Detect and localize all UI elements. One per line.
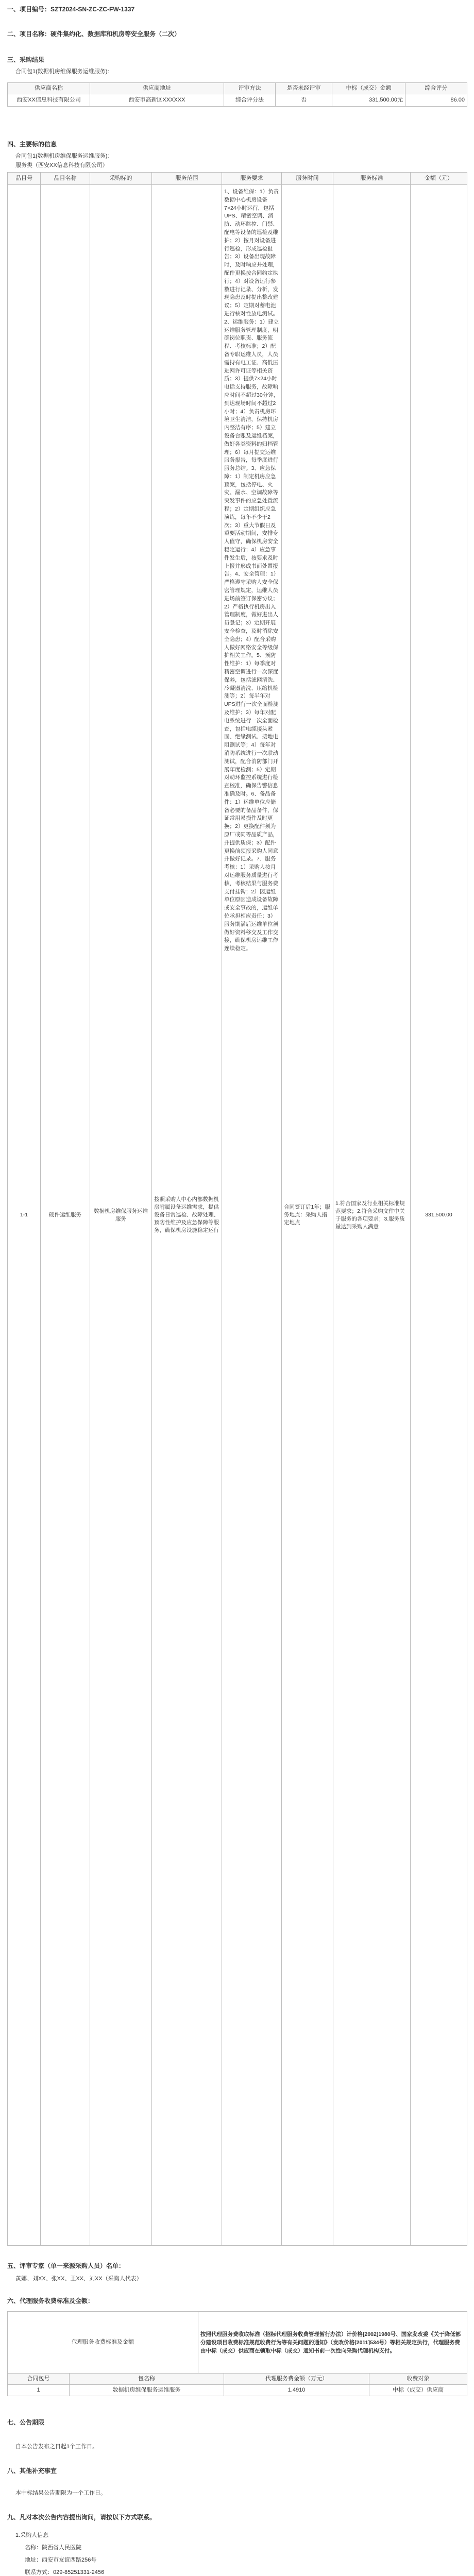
col-package-name: 包名称 (70, 2374, 224, 2385)
section-experts: 五、评审专家（单一来源采购人员）名单： (7, 2262, 125, 2269)
fee-standard-label: 代理服务收费标准及金额 (8, 2312, 198, 2374)
col-package-no: 合同包号 (8, 2374, 70, 2385)
table-row (8, 2312, 467, 2374)
package-name: 数据机房维保服务运维服务 (70, 2385, 224, 2396)
col-service-time: 服务时间 (282, 173, 333, 185)
col-amount: 金额（元） (411, 173, 467, 185)
fee-standard-desc: 按照代理服务费收取标准（招标代理服务收费管理暂行办法）计价格[2002]1980号、国家发改委《关于降低部分建设项目收费标准规范收费行为等有关问题的通知》（发改价格[2011]534号）等相关规定执行，代理服务费由中标（成交）供应商在领取中标（成交）通知书前一次性向采购代理机构支付。 (198, 2312, 467, 2374)
service-time: 合同签订后1年；服务地点：采购人指定地点 (282, 185, 333, 2246)
experts-list: 黄娜、刘XX、张XX、王XX、刘XX（采购人代表） (15, 2276, 142, 2282)
section-procurement-result: 三、采购结果 (7, 56, 45, 63)
col-item-category: 品目名称 (41, 173, 90, 185)
package-no: 1 (8, 2385, 70, 2396)
contact-block (15, 2532, 134, 2576)
purchaser-phone: 联系方式：029-85251331-2456 (25, 2569, 105, 2575)
result-package-subtitle: 合同包1(数据机房维保服务运维服务): (15, 69, 109, 75)
section-notice-period: 七、公告期限 (7, 2419, 45, 2426)
col-fee-payer: 收费对象 (369, 2374, 467, 2385)
purchaser-address: 地址：西安市友谊西路256号 (25, 2556, 97, 2563)
col-service-standard: 服务标准 (333, 173, 411, 185)
section-contact: 九、凡对本次公告内容提出询问，请按以下方式联系。 (7, 2514, 156, 2521)
notice-period-text: 自本公告发布之日起1个工作日。 (15, 2444, 98, 2450)
items-package-subtitle: 合同包1(数据机房维保服务运维服务): (15, 153, 109, 159)
service-requirements: 1、设备维保：1）负责数据中心机房设备7×24小时运行，包括UPS、精密空调、消防、动环监控、门禁、配电等设备的巡检及维护；2）按月对设备进行巡检，形成巡检报告；3）设备出现故障时，及时响应并处理，配件更换按合同约定执行；4）对设备运行参数进行记录、分析，发现隐患及时提出整改建议；5）定期对蓄电池进行核对性放电测试。2、运维服务：1）建立运维服务管理制度，明确岗位职责、服务流程、考核标准；2）配备专职运维人员，人员需持有电工证、高低压进网许可证等相关资质；3）提供7×24小时电话支持服务，故障响应时间不超过30分钟，到达现场时间不超过2小时；4）负责机房环境卫生清洁，保持机房内整洁有序；5）建立设备台账及运维档案，做好各类资料的归档管理；6）每月提交运维服务报告，每季度进行服务总结。3、应急保障：1）制定机房应急预案，包括停电、火灾、漏水、空调故障等突发事件的应急处置流程；2）定期组织应急演练，每年不少于2次；3）重大节假日及重要活动期间，安排专人值守，确保机房安全稳定运行；4）应急事件发生后，按要求及时上报并形成书面处置报告。4、安全管理：1）严格遵守采购人安全保密管理规定，运维人员进场前签订保密协议；2）严格执行机房出入管理制度，做好进出人员登记；3）定期开展安全检查，及时消除安全隐患；4）配合采购人做好网络安全等级保护相关工作。5、预防性维护：1）每季度对精密空调进行一次深度保养，包括滤网清洗、冷凝器清洗、压缩机检测等；2）每半年对UPS进行一次全面检测及维护；3）每年对配电系统进行一次全面检查，包括电缆接头紧固、绝缘测试、接地电阻测试等；4）每年对消防系统进行一次联动测试，配合消防部门开展年度检测；5）定期对动环监控系统进行检查校准，确保告警信息准确及时。6、备品备件：1）运维单位应储备必要的备品备件，保证常用易损件及时更换；2）更换配件须为原厂或同等品质产品，并提供质保；3）配件更换前须报采购人同意并做好记录。7、服务考核：1）采购人按月对运维服务质量进行考核，考核结果与服务费支付挂钩；2）因运维单位原因造成设备故障或安全事故的，运维单位承担相应责任；3）服务期满后运维单位须做好资料移交及工作交接，确保机房运维工作连续稳定。 (222, 185, 282, 2246)
table-row (8, 94, 467, 107)
supplier-name: 西安XX信息科技有限公司 (8, 94, 90, 107)
section-agency-fee: 六、代理服务收费标准及金额： (7, 2297, 94, 2304)
col-item-subject: 采购标的 (90, 173, 152, 185)
score: 86.00 (405, 94, 467, 107)
section-project-name: 二、项目名称：硬件集约化、数据库和机房等安全服务（二次） (7, 30, 181, 38)
result-table (7, 82, 467, 107)
col-supplier-address: 供应商地址 (90, 83, 224, 94)
fee-table-header (8, 2374, 467, 2385)
item-subject: 数据机房维保服务运维服务 (90, 185, 152, 2246)
purchaser-info-heading: 1.采购人信息 (15, 2532, 49, 2538)
col-score: 综合评分 (405, 83, 467, 94)
table-row (8, 2385, 467, 2396)
award-amount: 331,500.00元 (332, 94, 405, 107)
col-evaluation-method: 评审方法 (224, 83, 276, 94)
section-project-number: 一、项目编号：SZT2024-SN-ZC-ZC-FW-1337 (7, 6, 135, 13)
table-row (8, 185, 467, 2246)
col-supplier-name: 供应商名称 (8, 83, 90, 94)
fee-table (7, 2373, 467, 2396)
fee-payer: 中标（成交）供应商 (369, 2385, 467, 2396)
service-scope: 按照采购人中心内部数据机房附属设备运维需求，提供设备日常巡检、故障处理、预防性维护及应急保障等服务，确保机房设施稳定运行 (152, 185, 222, 2246)
fee-amount: 1.4910 (224, 2385, 369, 2396)
service-standard: 1.符合国家及行业相关标准规范要求；2.符合采购文件中关于服务的各项要求；3.服务质量达到采购人满意 (333, 185, 411, 2246)
evaluation-method: 综合评分法 (224, 94, 276, 107)
not-evaluated: 否 (276, 94, 332, 107)
col-service-scope: 服务范围 (152, 173, 222, 185)
col-service-requirements: 服务要求 (222, 173, 282, 185)
items-table (7, 172, 467, 2246)
items-service-subtitle: 服务类（西安XX信息科技有限公司） (15, 162, 108, 168)
supplier-address: 西安市高新区XXXXXX (90, 94, 224, 107)
supplementary-text: 本中标结果公告期限为一个工作日。 (15, 2490, 106, 2496)
section-main-items: 四、主要标的信息 (7, 141, 57, 148)
fee-standard-table (7, 2311, 467, 2374)
col-fee-amount: 代理服务费金额（万元） (224, 2374, 369, 2385)
purchaser-name: 名称：陕西省人民医院 (25, 2544, 81, 2551)
section-supplementary: 八、其他补充事宜 (7, 2467, 57, 2475)
result-table-header (8, 83, 467, 94)
col-item-no: 品目号 (8, 173, 41, 185)
item-no: 1-1 (8, 185, 41, 2246)
items-table-header (8, 173, 467, 185)
col-award-amount: 中标（成交）金额 (332, 83, 405, 94)
item-amount: 331,500.00 (411, 185, 467, 2246)
col-not-evaluated: 是否未经评审 (276, 83, 332, 94)
item-category: 硬件运维服务 (41, 185, 90, 2246)
